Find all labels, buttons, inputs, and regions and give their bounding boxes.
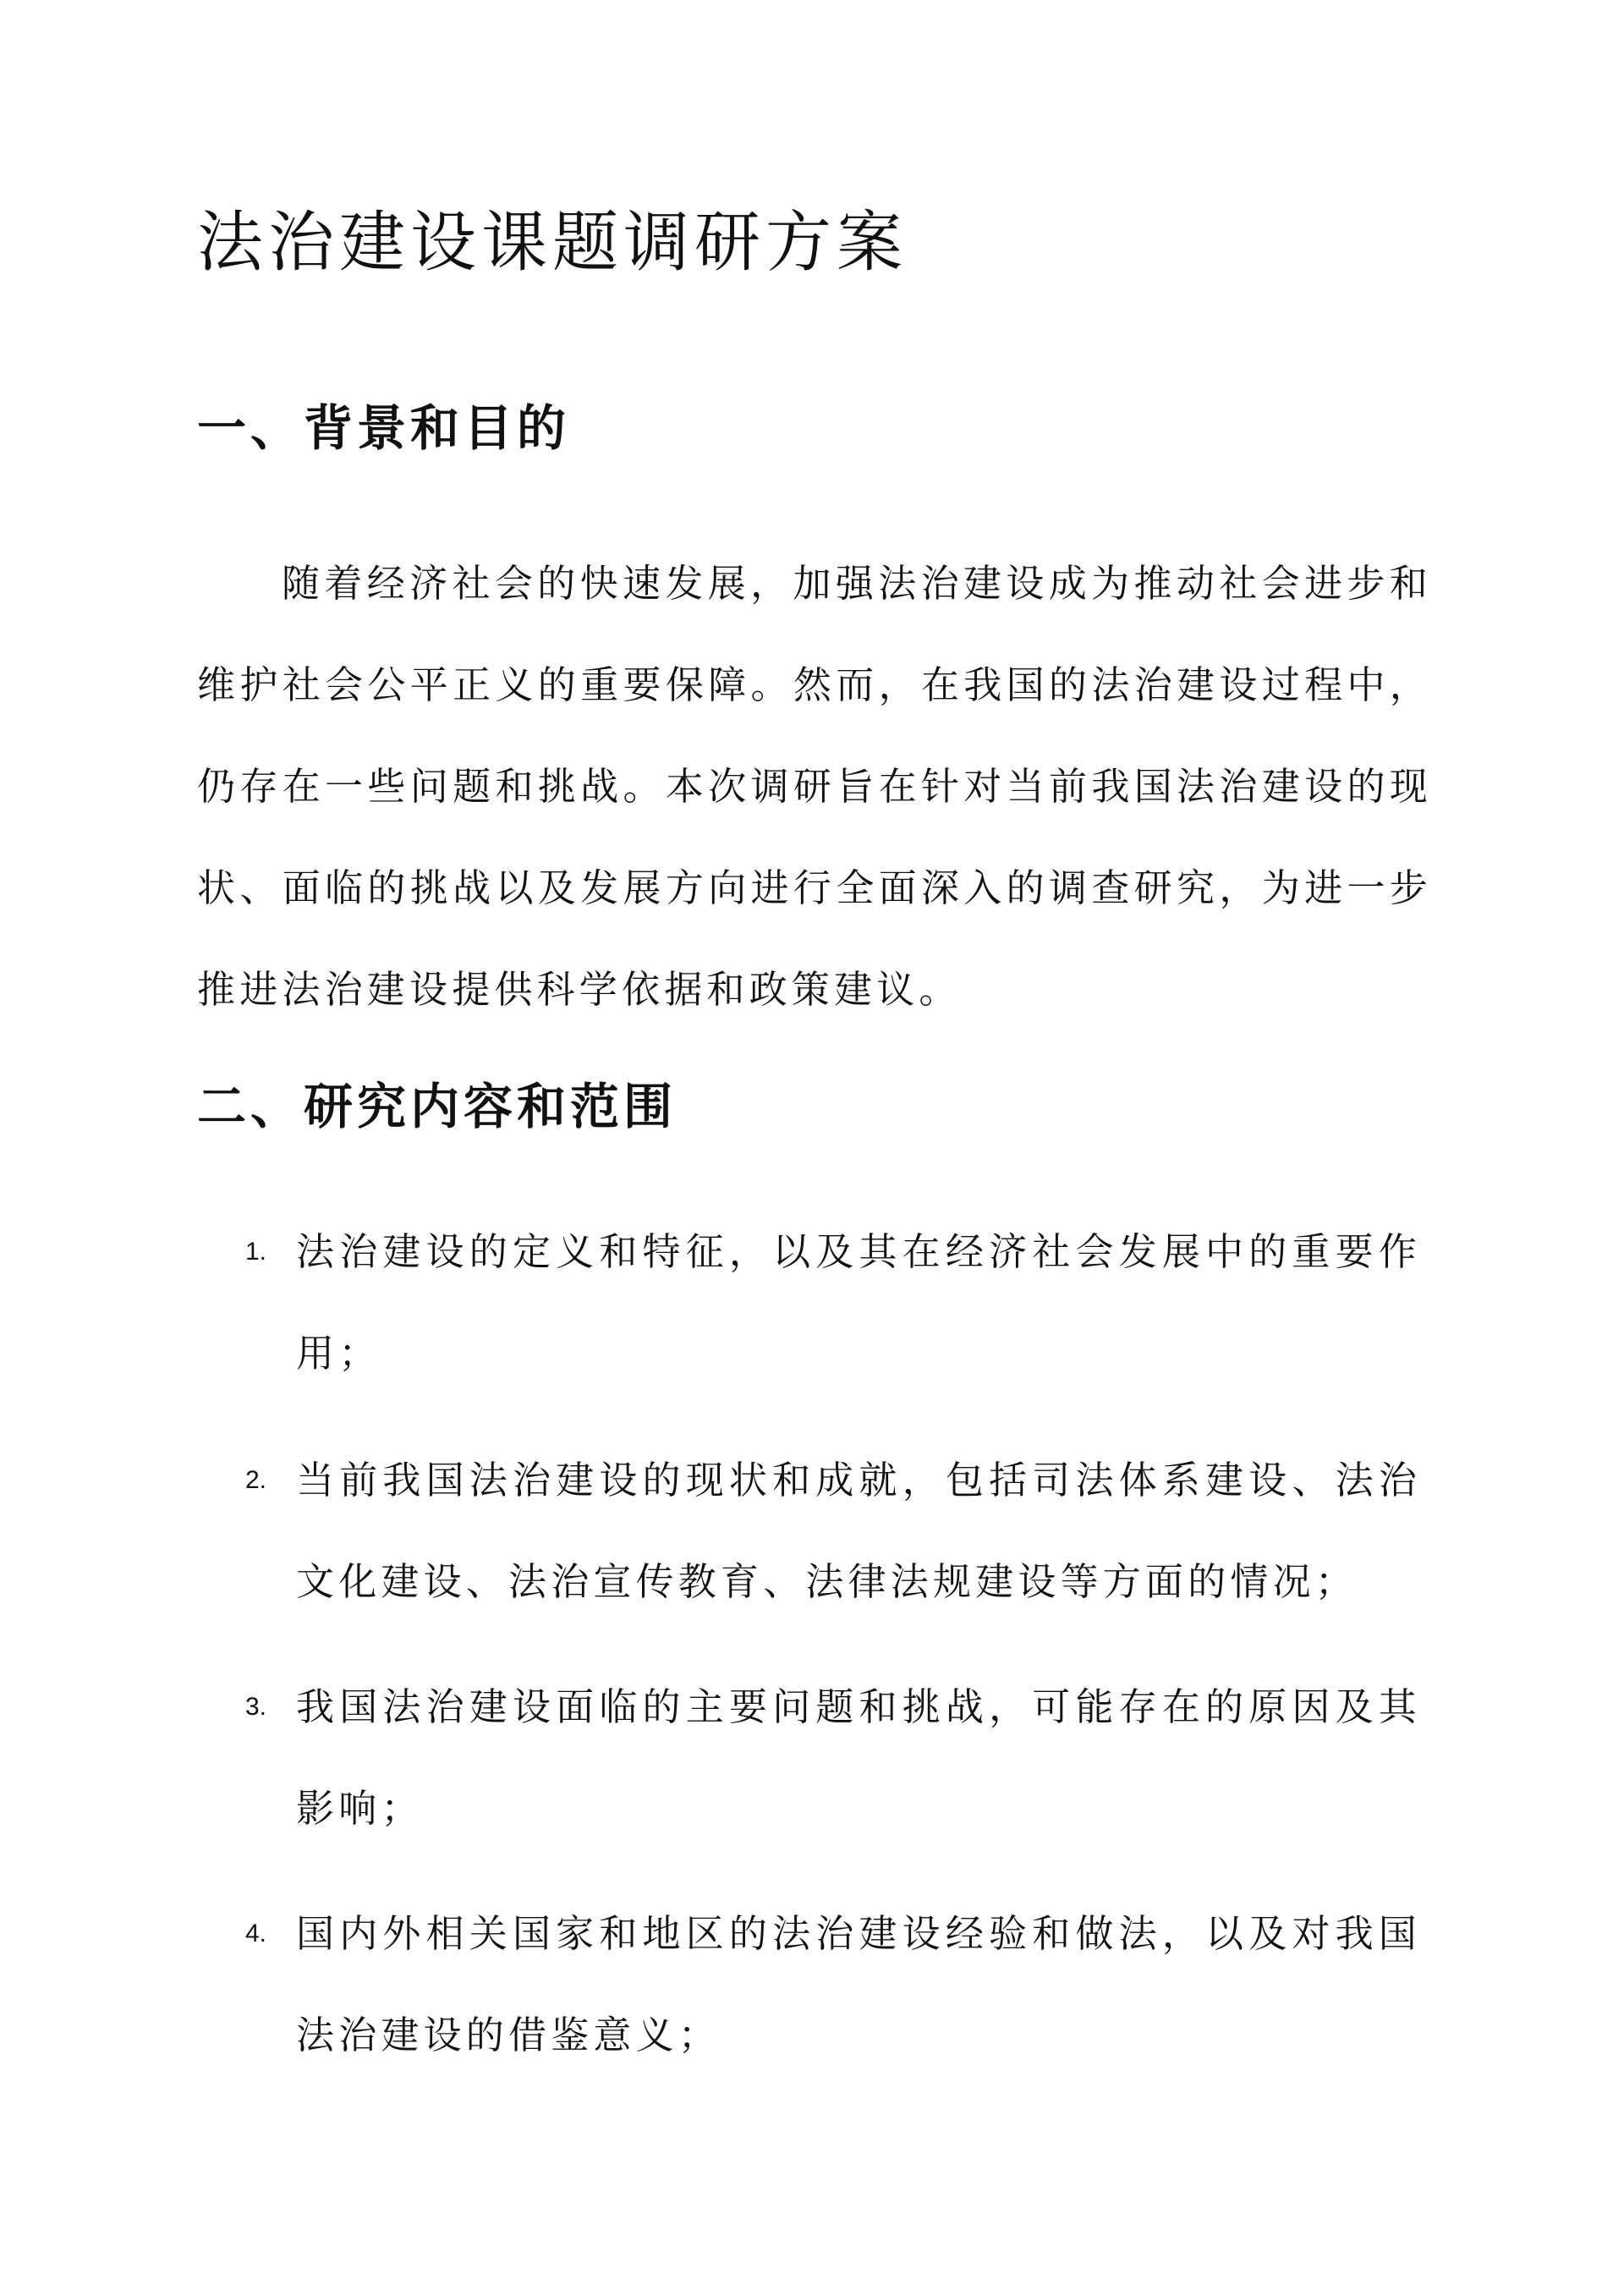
- list-item-number: 1.: [245, 1238, 267, 1266]
- list-item-number: 2.: [245, 1466, 267, 1494]
- list-item-text: 法治建设的定义和特征，以及其在经济社会发展中的重要作用；: [296, 1229, 1421, 1376]
- list-item-number: 3.: [245, 1693, 267, 1721]
- section-heading-research-content: 二、研究内容和范围: [197, 1078, 678, 1135]
- list-item-number: 4.: [245, 1920, 267, 1947]
- list-item-text: 当前我国法治建设的现状和成就，包括司法体系建设、法治文化建设、法治宣传教育、法律法规建设等方面的情况；: [296, 1458, 1421, 1604]
- background-paragraph: 随着经济社会的快速发展，加强法治建设成为推动社会进步和维护社会公平正义的重要保障。然而，在我国的法治建设过程中，仍存在一些问题和挑战。本次调研旨在针对当前我国法治建设的现状、面临的挑战以及发展方向进行全面深入的调查研究，为进一步推进法治建设提供科学依据和政策建议。: [197, 561, 1432, 1012]
- list-item-text: 我国法治建设面临的主要问题和挑战，可能存在的原因及其影响；: [296, 1684, 1421, 1831]
- list-item-text: 国内外相关国家和地区的法治建设经验和做法，以及对我国法治建设的借鉴意义；: [296, 1911, 1421, 2057]
- section-heading-background: 一、背景和目的: [197, 399, 571, 457]
- document-title: 法治建设课题调研方案: [197, 205, 908, 281]
